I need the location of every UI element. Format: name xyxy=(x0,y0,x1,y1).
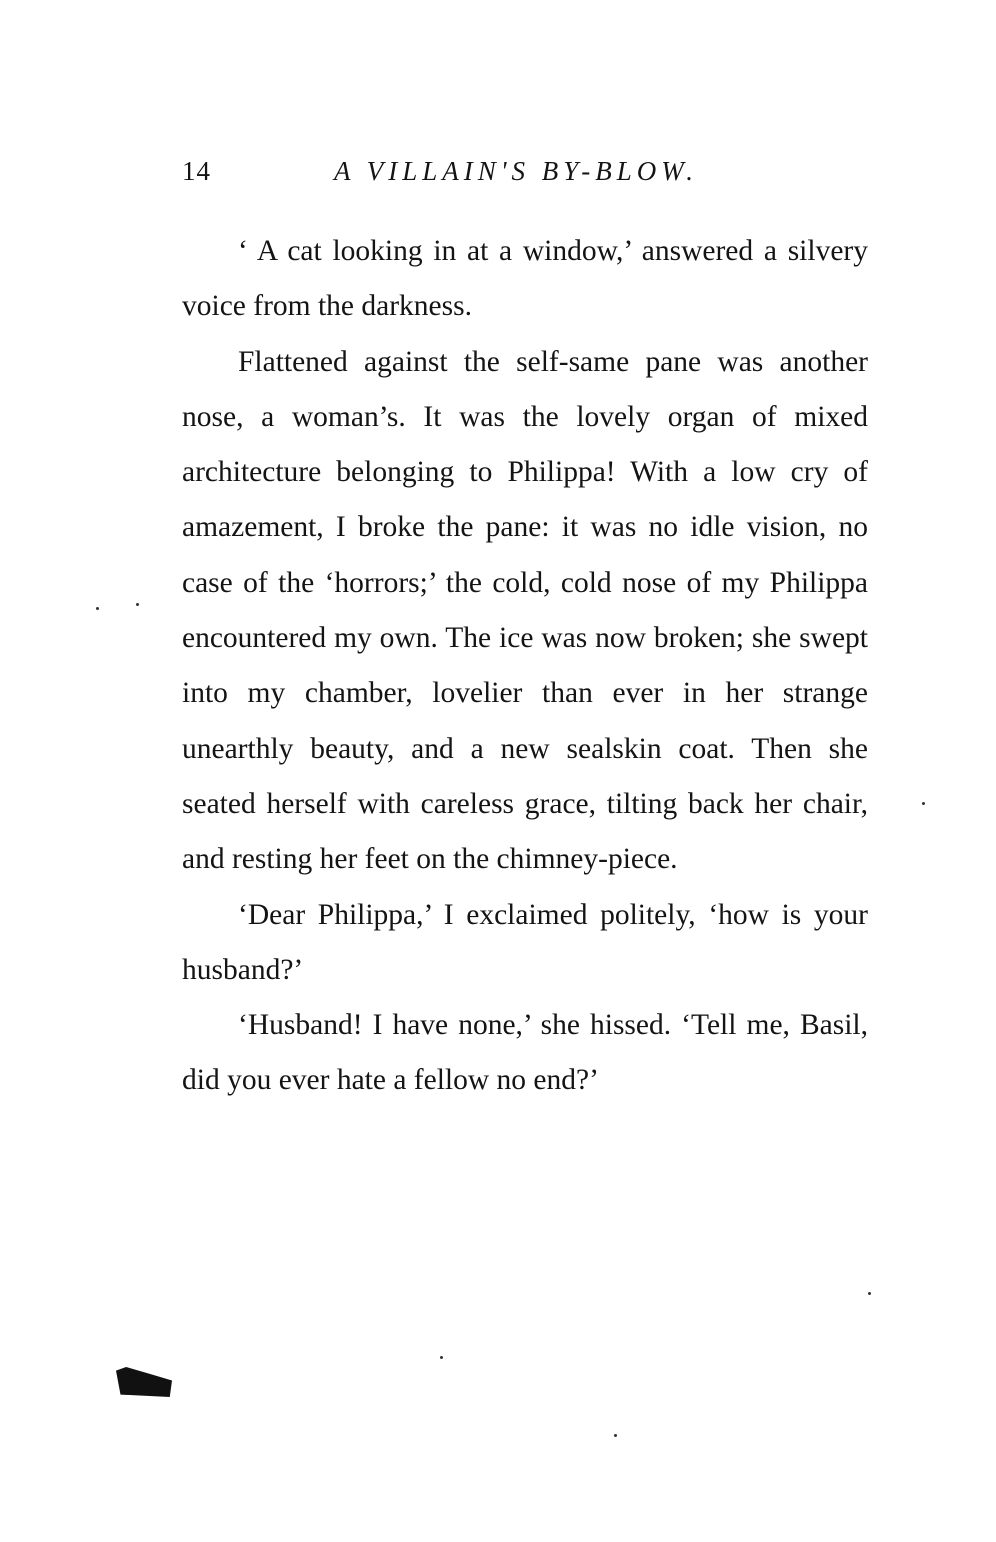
ink-speck xyxy=(136,603,139,606)
ink-blot xyxy=(116,1367,172,1397)
ink-speck xyxy=(96,607,99,610)
running-title: A VILLAIN'S BY-BLOW. xyxy=(334,156,699,186)
ink-speck xyxy=(614,1434,617,1437)
ink-speck xyxy=(868,1292,871,1295)
ink-speck xyxy=(922,802,925,805)
ink-speck xyxy=(440,1356,443,1359)
paragraph: ‘ A cat looking in at a window,’ answered a silvery voice from the darkness. xyxy=(182,235,868,323)
running-head xyxy=(182,156,872,196)
paragraph: ‘Dear Philippa,’ I exclaimed politely, ‘how is your husband?’ xyxy=(182,898,868,986)
page-number: 14 xyxy=(182,156,211,186)
paragraph: Flattened against the self-same pane was another nose, a woman’s. It was the lovely organ of mixed architecture belonging to Philippa! With a low cry of amazement, I broke the pane: it was no idle vision, no case of the ‘horrors;’ the cold, cold nose of my Philippa encountered my own. The ice was now broken; she swept into my chamber, lovelier than ever in her strange unearthly beauty, and a new sealskin coat. Then she seated herself with careless grace, tilting back her chair, and resting her feet on the chimney-piece. xyxy=(182,345,868,876)
body-text xyxy=(182,224,868,1109)
paragraph: ‘Husband! I have none,’ she hissed. ‘Tell me, Basil, did you ever hate a fellow no end?’ xyxy=(182,1009,868,1097)
